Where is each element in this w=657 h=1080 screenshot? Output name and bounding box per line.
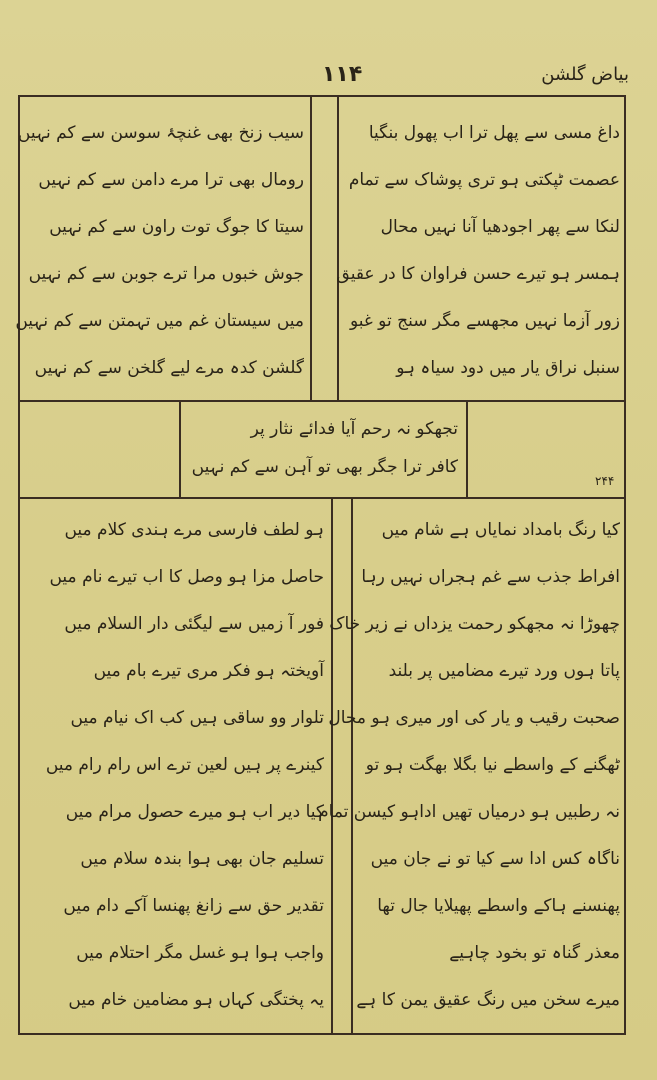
verse-line: ٹھگنے کے واسطے نیا بگلا بھگت ہو تو (365, 755, 620, 775)
verse-line: زور آزما نہیں مجھسے مگر سنج تو غبو (349, 311, 620, 331)
verse-line: تلوار وو ساقی ہیں کب اک نیام میں (70, 708, 324, 728)
page-header-title: بیاض گلشن (541, 64, 629, 85)
verse-line: گلشن کدہ مرے لیے گلخن سے کم نہیں (34, 358, 304, 378)
bottom-right-column (318, 507, 620, 1024)
verse-line: کافر ترا جگر بھی تو آہن سے کم نہیں (191, 457, 458, 477)
verse-line: تجھکو نہ رحم آیا فدائے نثار پر (250, 419, 458, 439)
folio-mark: ۲۴۴ (595, 474, 615, 488)
verse-line: میں سیستان غم میں تہمتن سے کم نہیں (15, 311, 304, 331)
column-divider (310, 95, 312, 400)
verse-line: پاتا ہوں ورد تیرے مضامیں پر بلند (388, 661, 620, 681)
center-box-border (466, 400, 468, 497)
top-right-column (336, 110, 620, 392)
verse-line: داغ مسی سے پھل ترا اب پھول بنگیا (368, 123, 620, 143)
verse-line: تسلیم جان بھی ہوا بندہ سلام میں (80, 849, 324, 869)
bottom-left-column (26, 507, 324, 1024)
verse-line: کیا دیر اب ہو میرے حصول مرام میں (65, 802, 324, 822)
verse-line: تقدیر حق سے زانغ پھنسا آکے دام میں (63, 896, 324, 916)
verse-line: افراط جذب سے غم ہجراں نہیں رہا (361, 567, 620, 587)
section-divider (18, 497, 626, 499)
verse-line: حاصل مزا ہو وصل کا اب تیرے نام میں (49, 567, 324, 587)
verse-line: ہمسر ہو تیرے حسن فراوان کا در عقیق (336, 264, 620, 284)
verse-line: ہو لطف فارسی مرے ہندی کلام میں (64, 520, 324, 540)
verse-line: سنبل نراق یار میں دود سیاہ ہو (396, 358, 620, 378)
verse-line: سیب زنخ بھی غنچۂ سوسن سے کم نہیں (17, 123, 304, 143)
page-number: ۱۱۴ (322, 62, 363, 87)
verse-line: واجب ہوا ہو غسل مگر احتلام میں (76, 943, 324, 963)
verse-line: معذر گناہ تو بخود چاہیے (449, 943, 620, 963)
verse-line: لنکا سے پھر اجودھیا آنا نہیں محال (380, 217, 620, 237)
verse-line: نہ رطبیں ہو درمیاں تھیں اداہو کیسن تمام (318, 802, 620, 822)
column-divider (331, 497, 333, 1035)
verse-line: آویختہ ہو فکر مری تیرے بام میں (93, 661, 324, 681)
center-box-border (179, 400, 181, 497)
verse-line: کینرے پر ہیں لعین ترے اس رام رام میں (45, 755, 324, 775)
section-divider (18, 400, 626, 402)
verse-line: میرے سخن میں رنگ عقیق یمن کا ہے (356, 990, 620, 1010)
verse-line: رومال بھی ترا مرے دامن سے کم نہیں (38, 170, 304, 190)
verse-line: صحبت رقیب و یار کی اور میری ہو محال (328, 708, 620, 728)
verse-line: چھوڑا نہ مجھکو رحمت یزداں نے زیر خاک (329, 614, 620, 634)
column-divider (337, 95, 339, 400)
center-couplet (190, 410, 458, 486)
verse-line: عصمت ٹپکتی ہو تری پوشاک سے تمام (348, 170, 620, 190)
verse-line: پھنسنے ہاکے واسطے پھیلایا جال تھا (377, 896, 620, 916)
verse-line: کیا رنگ بامداد نمایاں ہے شام میں (381, 520, 620, 540)
verse-line: یہ پختگی کہاں ہو مضامین خام میں (68, 990, 324, 1010)
verse-line: سیتا کا جوگ توت راون سے کم نہیں (49, 217, 304, 237)
verse-line: جوش خبوں مرا ترے جوبن سے کم نہیں (28, 264, 304, 284)
column-divider (351, 497, 353, 1035)
top-left-column (15, 110, 304, 392)
verse-line: فور آ زمیں سے لیگئی دار السلام میں (64, 614, 324, 634)
verse-line: ناگاہ کس ادا سے کیا تو نے جان میں (370, 849, 620, 869)
